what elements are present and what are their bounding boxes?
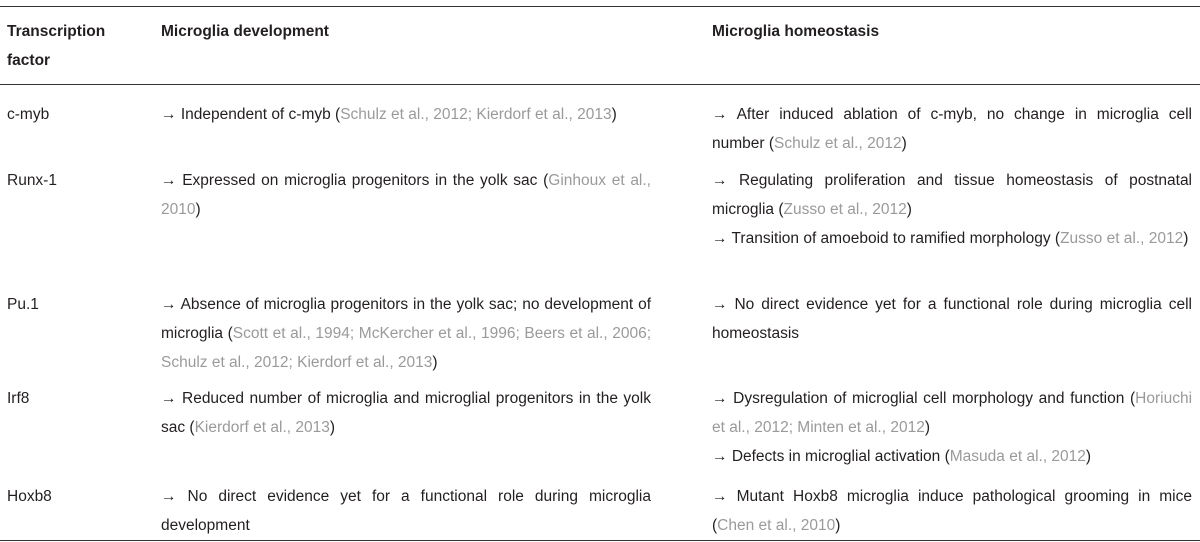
entry-close-paren: ) xyxy=(611,106,617,123)
entry-text xyxy=(712,100,1192,158)
entry-description: Defects in microglial activation ( xyxy=(731,448,950,465)
entry-description: After induced ablation of c-myb, no change in microglia cell number ( xyxy=(712,106,1192,152)
citation-link[interactable]: Schulz et al., 2012 xyxy=(774,135,902,152)
entry-description: No direct evidence yet for a functional role during microglia cell homeostasis xyxy=(712,296,1192,342)
table-top-rule xyxy=(0,6,1200,7)
row-factor: Pu.1 xyxy=(7,296,39,313)
entry-close-paren: ) xyxy=(1183,230,1189,247)
arrow-icon: → xyxy=(161,106,181,123)
entry-description: Regulating proliferation and tissue homeostasis of postnatal microglia ( xyxy=(712,172,1193,218)
entry-text xyxy=(161,100,651,129)
entry-close-paren: ) xyxy=(1085,448,1092,465)
arrow-icon: → xyxy=(712,172,739,189)
entry-text xyxy=(712,290,1192,348)
row-development xyxy=(161,100,651,129)
row-development xyxy=(161,290,651,377)
row-development xyxy=(161,482,651,540)
arrow-icon: → xyxy=(161,296,181,313)
entry-description: Transition of amoeboid to ramified morphology ( xyxy=(731,230,1061,247)
entry-description: Expressed on microglia progenitors in the yolk sac ( xyxy=(182,172,549,189)
citation-link[interactable]: Schulz et al., 2012; Kierdorf et al., 2013 xyxy=(340,106,612,123)
header-transcription-factor: Transcription factor xyxy=(7,23,106,69)
arrow-icon: → xyxy=(712,448,732,465)
arrow-icon: → xyxy=(712,296,735,313)
entry-description: Independent of c-myb ( xyxy=(180,106,341,123)
entry-description: Absence of microglia progenitors in the yolk sac; no development of microglia ( xyxy=(161,296,651,342)
row-homeostasis xyxy=(712,290,1192,348)
entry-text xyxy=(712,384,1192,442)
arrow-icon: → xyxy=(712,488,737,505)
arrow-icon: → xyxy=(161,488,188,505)
row-homeostasis xyxy=(712,384,1192,471)
row-homeostasis xyxy=(712,482,1192,540)
entry-text xyxy=(712,442,1192,471)
citation-link[interactable]: Masuda et al., 2012 xyxy=(949,448,1086,465)
row-development xyxy=(161,166,651,224)
entry-close-paren: ) xyxy=(432,354,438,371)
entry-close-paren: ) xyxy=(906,201,912,218)
entry-text xyxy=(161,384,651,442)
entry-text xyxy=(161,482,651,540)
entry-description: Dysregulation of microglial cell morphology and function ( xyxy=(733,390,1136,407)
entry-text xyxy=(712,224,1192,253)
entry-text xyxy=(161,166,651,224)
row-factor: Runx-1 xyxy=(7,172,57,189)
citation-link[interactable]: Kierdorf et al., 2013 xyxy=(194,419,330,436)
entry-close-paren: ) xyxy=(329,419,336,436)
arrow-icon: → xyxy=(712,230,732,247)
entry-close-paren: ) xyxy=(835,517,841,534)
citation-link[interactable]: Zusso et al., 2012 xyxy=(783,201,907,218)
header-bottom-rule xyxy=(0,84,1200,85)
entry-description: No direct evidence yet for a functional role during microglia development xyxy=(161,488,651,534)
arrow-icon: → xyxy=(712,390,734,407)
citation-link[interactable]: Chen et al., 2010 xyxy=(717,517,836,534)
row-factor: Irf8 xyxy=(7,390,30,407)
entry-description: Mutant Hoxb8 microglia induce pathological grooming in mice ( xyxy=(712,488,1192,534)
row-factor: Hoxb8 xyxy=(7,488,52,505)
citation-link[interactable]: Scott et al., 1994; McKercher et al., 1996; Beers et al., 2006; Schulz et al., 2012; Kierdorf et al., 2013 xyxy=(161,325,652,371)
citation-link[interactable]: Ginhoux et al., 2010 xyxy=(161,172,651,218)
entry-close-paren: ) xyxy=(195,201,201,218)
row-factor: c-myb xyxy=(7,106,50,123)
entry-close-paren: ) xyxy=(901,135,907,152)
citation-link[interactable]: Zusso et al., 2012 xyxy=(1060,230,1184,247)
arrow-icon: → xyxy=(712,106,737,123)
citation-link[interactable]: Horiuchi et al., 2012; Minten et al., 2012 xyxy=(712,390,1193,436)
header-microglia-development: Microglia development xyxy=(161,23,329,40)
table-bottom-rule xyxy=(0,540,1200,541)
arrow-icon: → xyxy=(161,390,182,407)
entry-text xyxy=(712,482,1192,540)
entry-description: Reduced number of microglia and microglial progenitors in the yolk sac ( xyxy=(161,390,651,436)
row-homeostasis xyxy=(712,166,1192,253)
arrow-icon: → xyxy=(161,172,183,189)
entry-text xyxy=(712,166,1192,224)
row-homeostasis xyxy=(712,100,1192,158)
header-microglia-homeostasis: Microglia homeostasis xyxy=(712,23,880,40)
row-development xyxy=(161,384,651,442)
entry-close-paren: ) xyxy=(924,419,931,436)
entry-text xyxy=(161,290,651,377)
